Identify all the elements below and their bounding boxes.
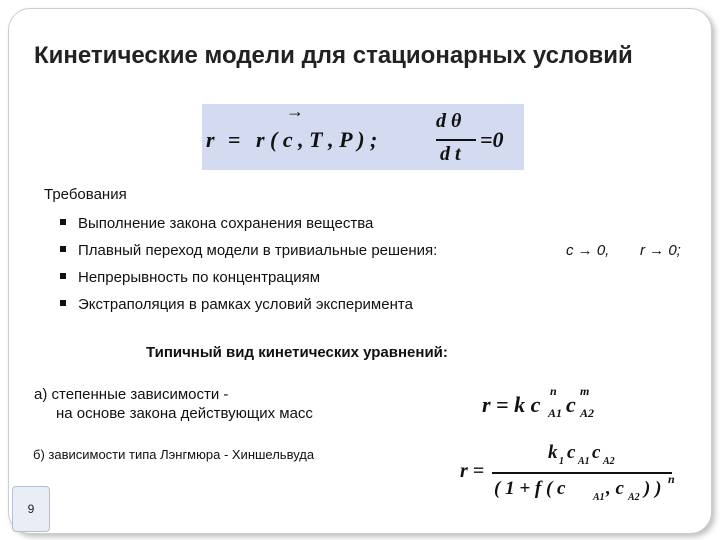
power-law-sub-a2: A2 (580, 406, 595, 420)
power-law-sup-n: n (550, 384, 557, 398)
list-item: Плавный переход модели в тривиальные решения: (60, 239, 437, 266)
langmuir-den-sub-a2: A2 (628, 492, 640, 503)
requirements-list (60, 212, 437, 320)
list-item: Выполнение закона сохранения вещества (60, 212, 437, 239)
power-law-c2: c (566, 392, 576, 417)
deriv-denominator: d t (440, 143, 461, 165)
langmuir-den-mid: , c (606, 478, 624, 499)
deriv-fraction-line (436, 139, 476, 141)
bullet-icon (60, 300, 66, 306)
item-a-line1: а) степенные зависимости - (34, 386, 229, 403)
limit-r: r → 0; (640, 242, 681, 259)
langmuir-num-c1: c (567, 442, 576, 463)
item-b-text: б) зависимости типа Лэнгмюра - Хиншельвуда (33, 447, 315, 462)
langmuir-den-end: ) ) (644, 478, 662, 499)
bullet-icon (60, 246, 66, 252)
langmuir-num-c2: c (592, 442, 601, 463)
item-a-line2: на основе закона действующих масс (56, 405, 313, 422)
langmuir-den-start: ( 1 + f ( c (494, 478, 566, 499)
langmuir-fraction-line (492, 472, 672, 474)
requirements-heading: Требования (44, 186, 127, 203)
langmuir-lhs: r = (460, 460, 485, 482)
langmuir-num-sub-a2: A2 (603, 456, 615, 467)
vector-arrow: → (286, 101, 304, 121)
slide-number: 9 (12, 486, 50, 532)
langmuir-den-sub-a1: A1 (593, 492, 605, 503)
langmuir-num-sub-a1: A1 (578, 456, 590, 467)
formula-lhs: r (206, 127, 215, 152)
list-item: Экстраполяция в рамках условий эксперимента (60, 293, 437, 320)
power-law-sup-m: m (580, 384, 590, 398)
bullet-icon (60, 273, 66, 279)
langmuir-num-k: k (548, 442, 558, 463)
equations-subheading: Типичный вид кинетических уравнений: (146, 344, 448, 361)
slide-title: Кинетические модели для стационарных условий (34, 42, 633, 69)
langmuir-num-sub1: 1 (559, 456, 564, 467)
bullet-icon (60, 219, 66, 225)
power-law-main: r = k c (482, 392, 541, 417)
limit-c: c → 0, (566, 242, 610, 259)
formula-rhs: r ( c , T , P ) ; (256, 127, 378, 152)
deriv-eq-zero: =0 (480, 127, 504, 152)
list-item: Непрерывность по концентрациям (60, 266, 437, 293)
langmuir-den-sup: n (668, 472, 675, 486)
power-law-sub-a1: A1 (548, 406, 563, 420)
deriv-numerator: d θ (436, 110, 462, 132)
formula-eq: = (228, 127, 241, 152)
